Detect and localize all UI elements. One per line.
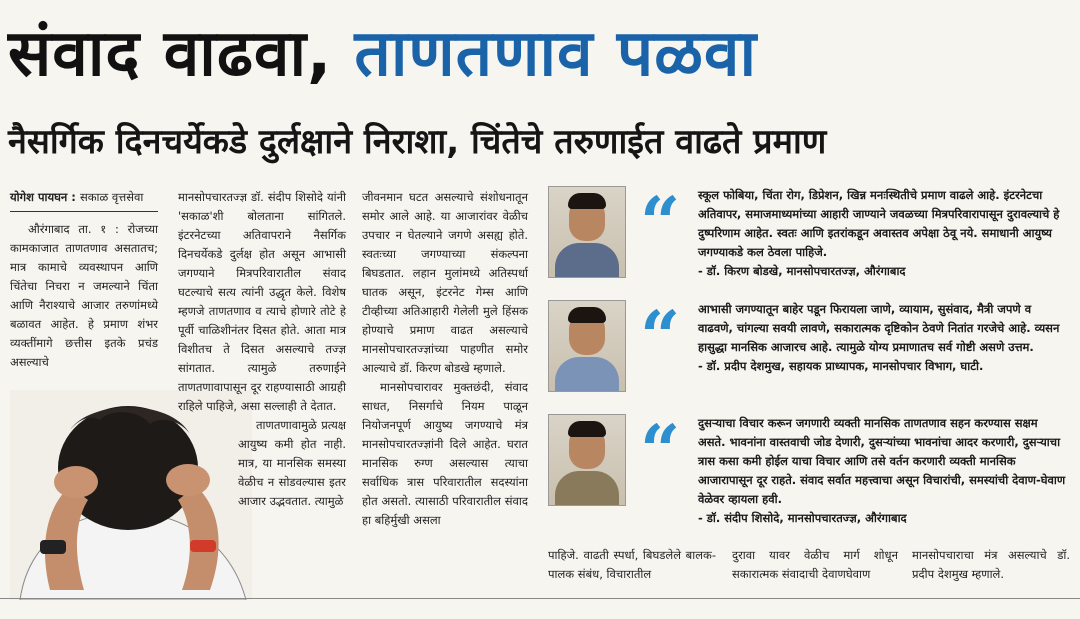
portrait-photo-2 — [548, 300, 626, 392]
column-3-paragraph-1: जीवनमान घटत असल्याचे संशोधनातून समोर आले आहे. या आजारांवर वेळीच उपचार न घेतल्याने जगणे असह्य होते. स्वतःच्या जगण्याच्या संकल्पना बिघडतात. लहान मुलांमध्ये अतिस्पर्धा घातक असून, इंटरनेट गेम्स आणि टीव्हीच्या अतिआहारी गेलेली मुले हिंसक होण्याचे प्रमाण वाढत असल्याचे मानसोपचारतज्ज्ञांच्या पाहणीत समोर आल्याचे डॉ. किरण बोडखे म्हणाले. — [362, 190, 528, 375]
headline — [8, 4, 1074, 104]
column-1-text: औरंगाबाद ता. १ : रोजच्या कामकाजात ताणतणाव असतातच; मात्र कामाचे व्यवस्थापन आणि चिंतेचा निचरा न जमल्याने चिंता आणि नैराश्याचे आजार तरुणांमध्ये बळावत आहेत. हे प्रमाण शंभर व्यक्तींमागे छत्तीस इतके प्रचंड असल्याचे — [10, 222, 158, 369]
quote-2-attribution: - डॉ. प्रदीप देशमुख, सहायक प्राध्यापक, मानसोपचार विभाग, घाटी. — [698, 359, 984, 373]
headline-part-2: ताणतणाव पळवा — [354, 17, 758, 91]
byline-source: सकाळ वृत्तसेवा — [79, 190, 144, 204]
headline-part-1: संवाद वाढवा, — [8, 17, 333, 91]
column-2-paragraph-1: मानसोपचारतज्ज्ञ डॉ. संदीप शिसोदे यांनी 'सकाळ'शी बोलताना सांगितले. इंटरनेटच्या अतिवापराने नैसर्गिक दिनचर्येकडे दुर्लक्ष होत असून आभासी जगण्याने मित्रपरिवारातील संवाद घटल्याचे सत्य त्यांनी उद्धृत केले. विशेष म्हणजे ताणतणाव व त्याचे होणारे तोटे हे पूर्वी चाळिशीनंतर दिसत होते. आता मात्र विशीतच ते दिसत असल्याचे तज्ज्ञ सांगतात. त्यामुळे तरुणाईने ताणतणावापासून दूर राहण्यासाठी आग्रही राहिले पाहिजे, असा सल्लाही ते देतात. — [178, 190, 346, 413]
column-2-paragraph-2: ताणतणावामुळे प्रत्यक्ष आयुष्य कमी होत नाही. मात्र, या मानसिक समस्या वेळीच न सोडवल्यास इतर आजार उद्भवतात. त्यामुळे — [238, 418, 346, 508]
quote-box-1 — [548, 181, 1068, 288]
byline — [10, 188, 158, 212]
quote-2-block — [698, 300, 1068, 376]
quote-1-block — [698, 186, 1068, 281]
quote-1-text: स्कूल फोबिया, चिंता रोग, डिप्रेशन, खिन्न मनःस्थितीचे प्रमाण वाढले आहे. इंटरनेटचा अतिवापर, समाजमाध्यमांच्या आहारी जाण्याने जवळच्या मित्रपरिवारापासून दुरावल्याचे हे दुष्परिणाम आहेत. स्वतः आणि इतरांकडून अवास्तव अपेक्षा ठेवू नये. समाधानी आयुष्य जगण्याकडे कल ठेवला पाहिजे. — [698, 188, 1060, 259]
byline-author: योगेश पायघन : — [10, 190, 76, 204]
quote-1-attribution: - डॉ. किरण बोडखे, मानसोपचारतज्ज्ञ, औरंगाबाद — [698, 264, 906, 278]
quote-mark-icon: “ — [640, 295, 681, 378]
article-column-4: पाहिजे. वाढती स्पर्धा, बिघडलेले बालक-पालक संबंध, विचारातील — [548, 548, 716, 581]
quote-3-block — [698, 414, 1068, 528]
quote-box-2 — [548, 295, 1068, 402]
quote-2-text: आभासी जगण्यातून बाहेर पडून फिरायला जाणे, व्यायाम, सुसंवाद, मैत्री जपणे व वाढवणे, चांगल्या सवयी लावणे, सकारात्मक दृष्टिकोन ठेवणे नितांत गरजेचे आहे. व्यसन हासुद्धा मानसिक आजारच आहे. त्यामुळे योग्य प्रमाणातच सर्व गोष्टी असणे उत्तम. — [698, 302, 1060, 354]
quote-mark-icon: “ — [640, 409, 681, 492]
article-column-3 — [362, 188, 528, 530]
quote-mark-icon: “ — [640, 181, 681, 264]
article-column-6: मानसोपचाराचा मंत्र असल्याचे डॉ. प्रदीप देशमुख म्हणाले. — [912, 548, 1070, 581]
portrait-photo-1 — [548, 186, 626, 278]
subheadline: नैसर्गिक दिनचर्येकडे दुर्लक्षाने निराशा, चिंतेचे तरुणाईत वाढते प्रमाण — [8, 122, 827, 162]
quote-3-text: दुसऱ्याचा विचार करून जगणारी व्यक्ती मानसिक ताणतणाव सहन करण्यास सक्षम असते. भावनांना वास्तवाची जोड देणारी, दुसऱ्यांच्या भावनांचा आदर करणारी, दुसऱ्याचा त्रास कसा कमी होईल याचा विचार आणि तसे वर्तन करणारी व्यक्ती मानसिक आजारापासून दूर राहते. संवाद सर्वात महत्त्वाचा असून विचारांची, समस्यांची देवाण-घेवाण वेळेवर व्हायला हवी. — [698, 416, 1066, 506]
portrait-photo-3 — [548, 414, 626, 506]
article-column-1 — [10, 188, 158, 372]
quote-box-3 — [548, 409, 1068, 525]
column-3-paragraph-2: मानसोपचारावर मुक्तछंदी, संवाद साधत, निसर्गाचे नियम पाळून नियोजनपूर्ण आयुष्य जगण्याचे मंत्र मानसोपचारतज्ज्ञांनी दिले आहेत. घरात मानसिक रुग्ण असल्यास त्याचा सर्वाधिक त्रास परिवारातील सदस्यांना होत असतो. त्यासाठी परिवारातील संवाद हा बहिर्मुखी असला — [362, 380, 528, 527]
page-bottom-rule — [0, 598, 1080, 599]
quote-3-attribution: - डॉ. संदीप शिसोदे, मानसोपचारतज्ज्ञ, औरंगाबाद — [698, 511, 907, 525]
article-column-5: दुरावा यावर वेळीच मार्ग शोधून सकारात्मक संवादाची देवाणघेवाण — [732, 548, 898, 581]
article-column-2 — [178, 188, 346, 511]
